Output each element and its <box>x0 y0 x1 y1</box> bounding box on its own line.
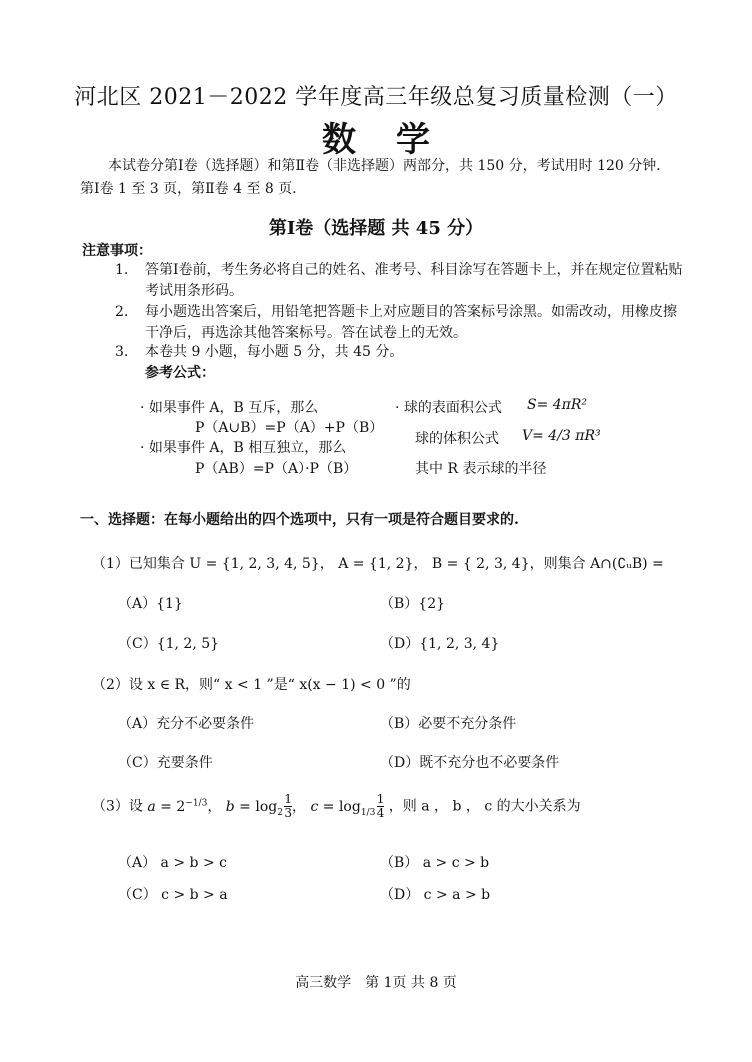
notice-item-number: 1. <box>115 262 129 278</box>
notice-item-1 <box>115 260 695 302</box>
question-3-stem <box>92 793 581 820</box>
sphere-surface-formula: S= 4πR² <box>527 397 588 413</box>
notice-heading: 注意事项： <box>82 243 152 259</box>
question-3-option-a: （A） a > b > c <box>118 855 227 871</box>
sphere-surface-label: · 球的表面积公式 <box>395 400 502 416</box>
notice-item-number: 2. <box>115 304 129 320</box>
question-2-option-d: （D）既不充分也不必要条件 <box>380 755 560 771</box>
sphere-volume-label: 球的体积公式 <box>415 431 499 447</box>
page-footer: 高三数学 第 1页 共 8 页 <box>295 975 457 991</box>
question-2-stem: （2）设 x ∈ R，则“ x < 1 ”是“ x(x − 1) < 0 ”的 <box>92 677 411 693</box>
question-1-option-c: （C）{1, 2, 5} <box>118 636 220 652</box>
question-2-option-c: （C）充要条件 <box>118 755 213 771</box>
question-1-option-a: （A）{1} <box>118 596 183 612</box>
question-2-option-a: （A）充分不必要条件 <box>118 716 255 732</box>
subject-title: 数学 <box>322 120 470 160</box>
question-3-option-c: （C） c > b > a <box>118 887 228 903</box>
formula-product-probability: P（AB）=P（A）·P（B） <box>195 461 358 477</box>
notice-item-2 <box>115 302 695 344</box>
section2-title: 一、选择题：在每小题给出的四个选项中，只有一项是符合题目要求的. <box>80 512 519 528</box>
exam-intro: 本试卷分第Ⅰ卷（选择题）和第Ⅱ卷（非选择题）两部分，共 150 分，考试用时 120 分钟．第Ⅰ卷 1 至 3 页，第Ⅱ卷 4 至 8 页． <box>80 158 671 197</box>
sphere-radius-note: 其中 R 表示球的半径 <box>415 461 547 477</box>
notice-item-text: 答第Ⅰ卷前，考生务必将自己的姓名、准考号、科目涂写在答题卡上，并在规定位置粘贴考试用条形码。 <box>145 262 683 299</box>
notice-item-text: 本卷共 9 小题，每小题 5 分，共 45 分。 <box>145 344 404 360</box>
notice-item-number: 3. <box>115 344 129 360</box>
question-3-math: $a = 2^{-1/3}$， $b = \log_2$ $\frac{1}{3}$ ， $c = \log_{1/3}$ $\frac{1}{4}$ <box>147 792 385 820</box>
question-3-stem-suffix: ，则 a ， b ， c 的大小关系为 <box>388 798 581 815</box>
formula-union-probability: P（A∪B）=P（A）+P（B） <box>195 420 384 436</box>
notice-item-text: 每小题选出答案后，用铅笔把答题卡上对应题目的答案标号涂黑。如需改动，用橡皮擦干净后，再选涂其他答案标号。答在试卷上的无效。 <box>145 304 677 341</box>
question-1-option-b: （B）{2} <box>380 596 446 612</box>
question-1-stem: （1）已知集合 U = {1, 2, 3, 4, 5}， A = {1, 2}， B = { 2, 3, 4}，则集合 A∩(∁ᵤB) = <box>92 556 664 572</box>
reference-formulas-heading: 参考公式： <box>145 365 215 381</box>
question-3-option-d: （D） c > a > b <box>380 887 491 903</box>
question-1-option-d: （D）{1, 2, 3, 4} <box>380 636 500 652</box>
notice-item-3 <box>115 342 695 363</box>
sphere-volume-formula: V= 4/3 πR³ <box>522 428 601 444</box>
formula-independent-events: · 如果事件 A，B 相互独立，那么 <box>140 440 347 456</box>
exam-title: 河北区 2021－2022 学年度高三年级总复习质量检测（一） <box>74 85 678 110</box>
question-2-option-b: （B）必要不充分条件 <box>380 716 517 732</box>
section1-title: 第Ⅰ卷（选择题 共 45 分） <box>268 218 484 239</box>
question-3-stem-prefix: （3）设 <box>92 798 143 815</box>
question-3-option-b: （B） a > c > b <box>380 855 490 871</box>
formula-exclusive-events: · 如果事件 A，B 互斥，那么 <box>140 400 319 416</box>
